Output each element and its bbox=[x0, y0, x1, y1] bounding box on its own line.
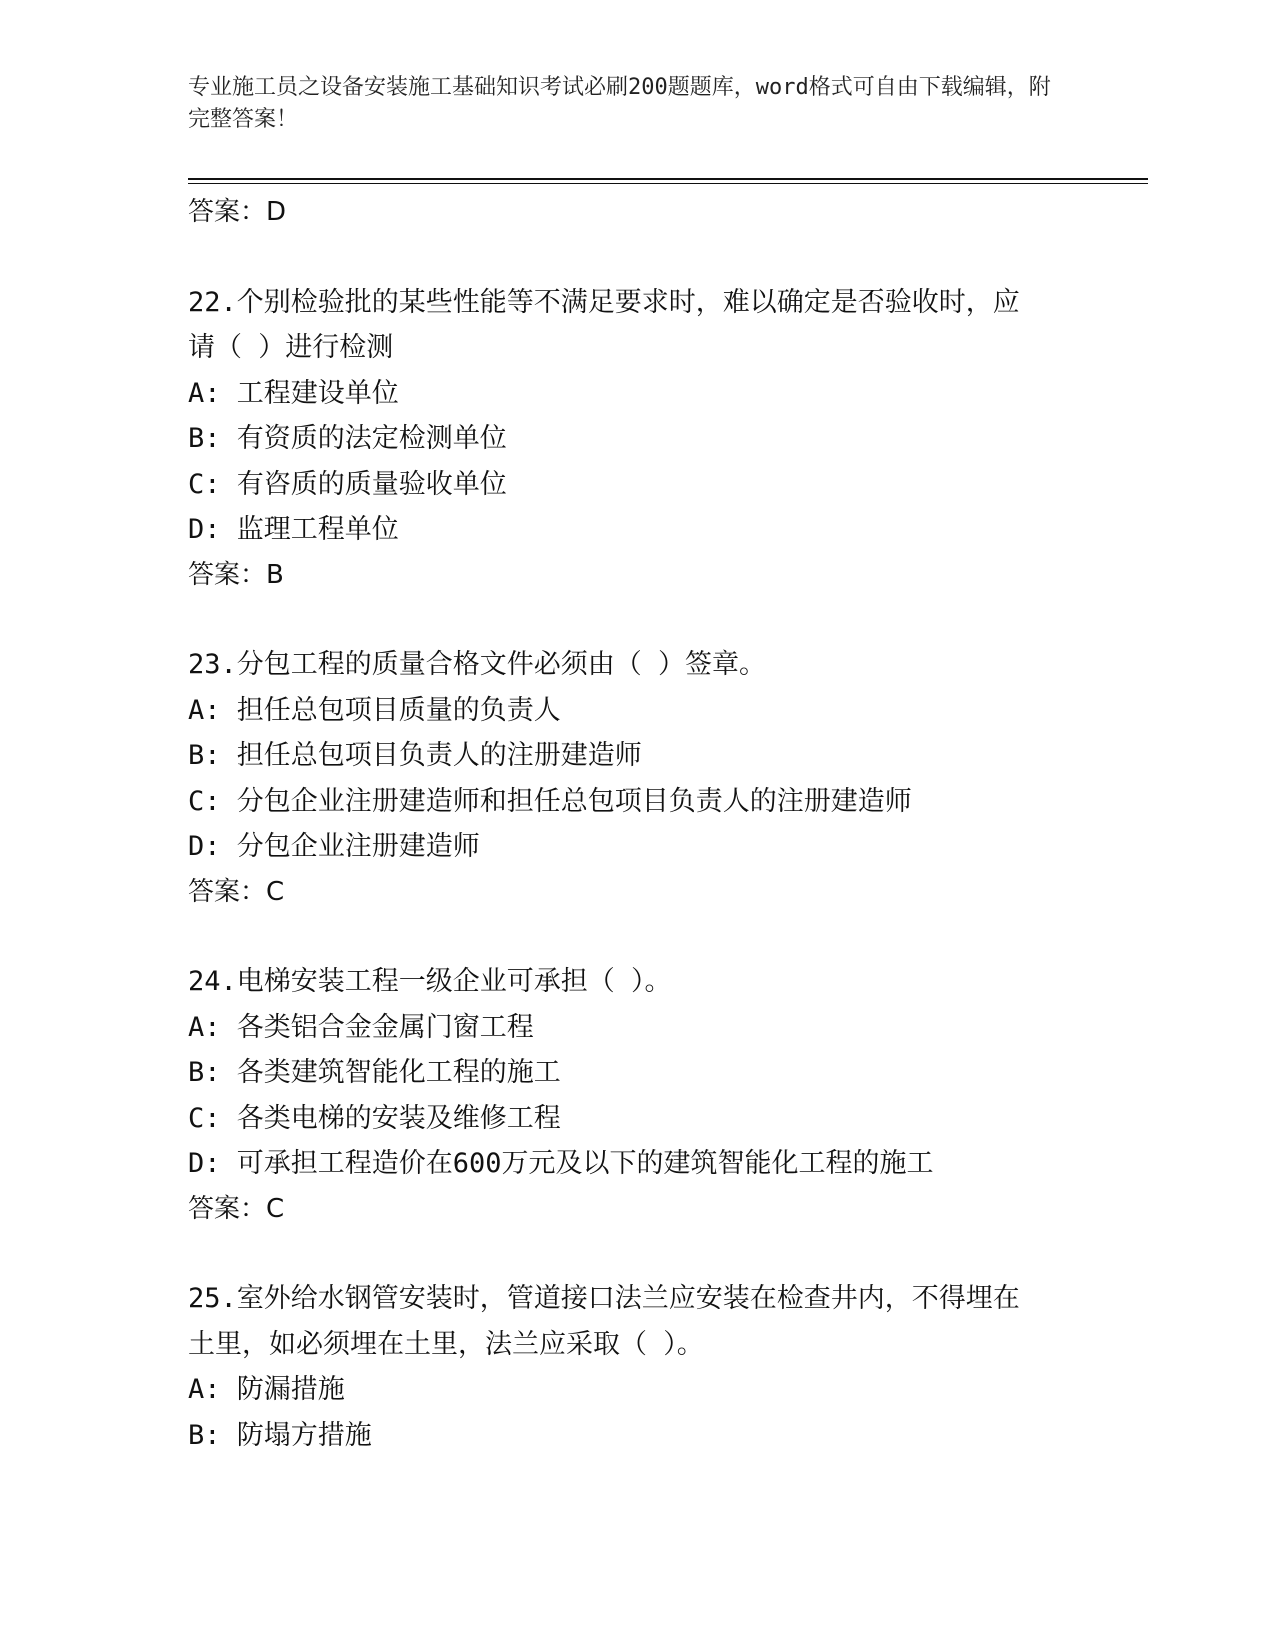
option-d: D: 监理工程单位 bbox=[188, 514, 399, 545]
question-stem: 23.分包工程的质量合格文件必须由（ ）签章。 bbox=[188, 649, 767, 680]
option-a: A: 各类铝合金金属门窗工程 bbox=[188, 1011, 534, 1043]
question-stem-continued: 请（ ）进行检测 bbox=[188, 332, 394, 363]
option-b: B: 有资质的法定检测单位 bbox=[188, 423, 507, 454]
option-a: A: 防漏措施 bbox=[188, 1374, 345, 1405]
option-c: C: 各类电梯的安装及维修工程 bbox=[188, 1102, 561, 1134]
question-stem: 24.电梯安装工程一级企业可承担（ ）。 bbox=[188, 966, 672, 997]
answer-line: 答案：B bbox=[188, 559, 284, 590]
option-b: B: 防塌方措施 bbox=[188, 1419, 372, 1451]
question-stem: 25.室外给水钢管安装时，管道接口法兰应安装在检查井内，不得埋在 bbox=[188, 1283, 1020, 1314]
header-divider bbox=[188, 178, 1148, 180]
answer-line: 答案：D bbox=[188, 197, 287, 227]
question-stem-continued: 土里，如必须埋在土里，法兰应采取（ ）。 bbox=[188, 1328, 704, 1360]
header-divider-thin bbox=[188, 183, 1148, 184]
option-a: A: 工程建设单位 bbox=[188, 377, 399, 409]
option-d: D: 可承担工程造价在600万元及以下的建筑智能化工程的施工 bbox=[188, 1148, 934, 1179]
option-d: D: 分包企业注册建造师 bbox=[188, 831, 480, 862]
question-stem: 22.个别检验批的某些性能等不满足要求时，难以确定是否验收时，应 bbox=[188, 286, 1020, 318]
option-a: A: 担任总包项目质量的负责人 bbox=[188, 694, 561, 726]
option-c: C: 分包企业注册建造师和担任总包项目负责人的注册建造师 bbox=[188, 785, 912, 817]
answer-line: 答案：C bbox=[188, 876, 285, 907]
document-header: 专业施工员之设备安装施工基础知识考试必刷200题题库，word格式可自由下载编辑，附完整答案！ bbox=[188, 75, 1051, 132]
question-block bbox=[188, 280, 1148, 599]
option-c: C: 有咨质的质量验收单位 bbox=[188, 468, 507, 500]
question-list bbox=[188, 190, 1148, 1458]
question-block bbox=[188, 959, 1148, 1232]
question-block bbox=[188, 1276, 1148, 1458]
option-b: B: 担任总包项目负责人的注册建造师 bbox=[188, 740, 642, 771]
option-b: B: 各类建筑智能化工程的施工 bbox=[188, 1057, 561, 1088]
question-block bbox=[188, 642, 1148, 915]
answer-line: 答案：C bbox=[188, 1193, 285, 1224]
